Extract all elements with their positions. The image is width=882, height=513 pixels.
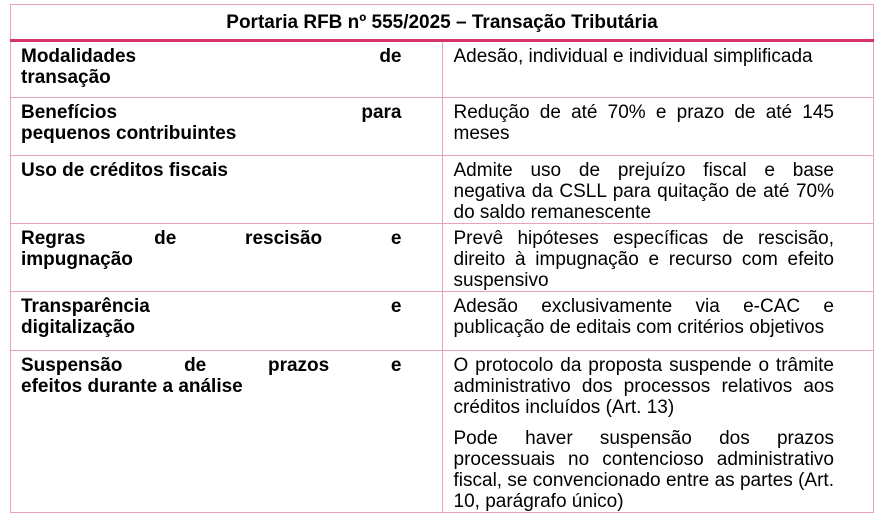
label-word: de [154, 228, 177, 249]
table-row [11, 156, 874, 224]
label-word: Transparência [21, 296, 150, 317]
value-paragraph: Pode haver suspensão dos prazos processuais no contencioso administrativo fiscal, se convencionado entre as partes (Art. 10, parágrafo único) [453, 428, 834, 512]
row-label-creditos [11, 156, 443, 224]
label-line: pequenos contribuintes [21, 123, 237, 144]
label-word: Regras [21, 228, 86, 249]
value-paragraph: Redução de até 70% e prazo de até 145 meses [453, 102, 834, 144]
value-paragraph: Prevê hipóteses específicas de rescisão, direito à impugnação e recurso com efeito suspensivo [453, 228, 834, 291]
label-word: prazos [267, 355, 330, 376]
label-line: digitalização [21, 317, 136, 338]
label-line: efeitos durante a análise [21, 376, 243, 397]
label-line: impugnação [21, 249, 133, 270]
label-word: Benefícios [21, 102, 118, 123]
label-word: e [390, 355, 402, 376]
value-paragraph: Adesão, individual e individual simplificada [453, 46, 813, 67]
row-value-beneficios [442, 98, 874, 156]
row-value-modalidades [442, 41, 874, 98]
table-row [11, 292, 874, 351]
table-title: Portaria RFB nº 555/2025 – Transação Tributária [11, 5, 874, 41]
label-line [21, 46, 402, 67]
label-word: Suspensão [21, 355, 123, 376]
row-label-beneficios [11, 98, 443, 156]
row-value-creditos [442, 156, 874, 224]
label-line [21, 102, 402, 123]
label-word: rescisão [245, 228, 323, 249]
label-line [21, 228, 402, 249]
label-word: Modalidades [21, 46, 137, 67]
summary-table [10, 4, 874, 513]
table-row [11, 98, 874, 156]
label-word: para [361, 102, 402, 123]
label-word: e [390, 296, 402, 317]
table-row [11, 224, 874, 292]
label-line: transação [21, 67, 111, 88]
row-label-rescisao [11, 224, 443, 292]
table-row [11, 41, 874, 98]
value-paragraph: Admite uso de prejuízo fiscal e base negativa da CSLL para quitação de até 70% do saldo remanescente [453, 160, 834, 223]
label-line [21, 296, 402, 317]
label-line: Uso de créditos fiscais [21, 160, 228, 181]
row-value-suspensao [442, 351, 874, 513]
row-label-suspensao [11, 351, 443, 513]
row-label-modalidades [11, 41, 443, 98]
value-paragraph: O protocolo da proposta suspende o trâmite administrativo dos processos relativos aos créditos incluídos (Art. 13) [453, 355, 834, 418]
label-word: de [379, 46, 402, 67]
label-line [21, 355, 402, 376]
value-paragraph: Adesão exclusivamente via e-CAC e publicação de editais com critérios objetivos [453, 296, 834, 338]
table-row [11, 351, 874, 513]
label-word: e [390, 228, 402, 249]
label-word: de [184, 355, 207, 376]
row-label-transparencia [11, 292, 443, 351]
row-value-rescisao [442, 224, 874, 292]
row-value-transparencia [442, 292, 874, 351]
